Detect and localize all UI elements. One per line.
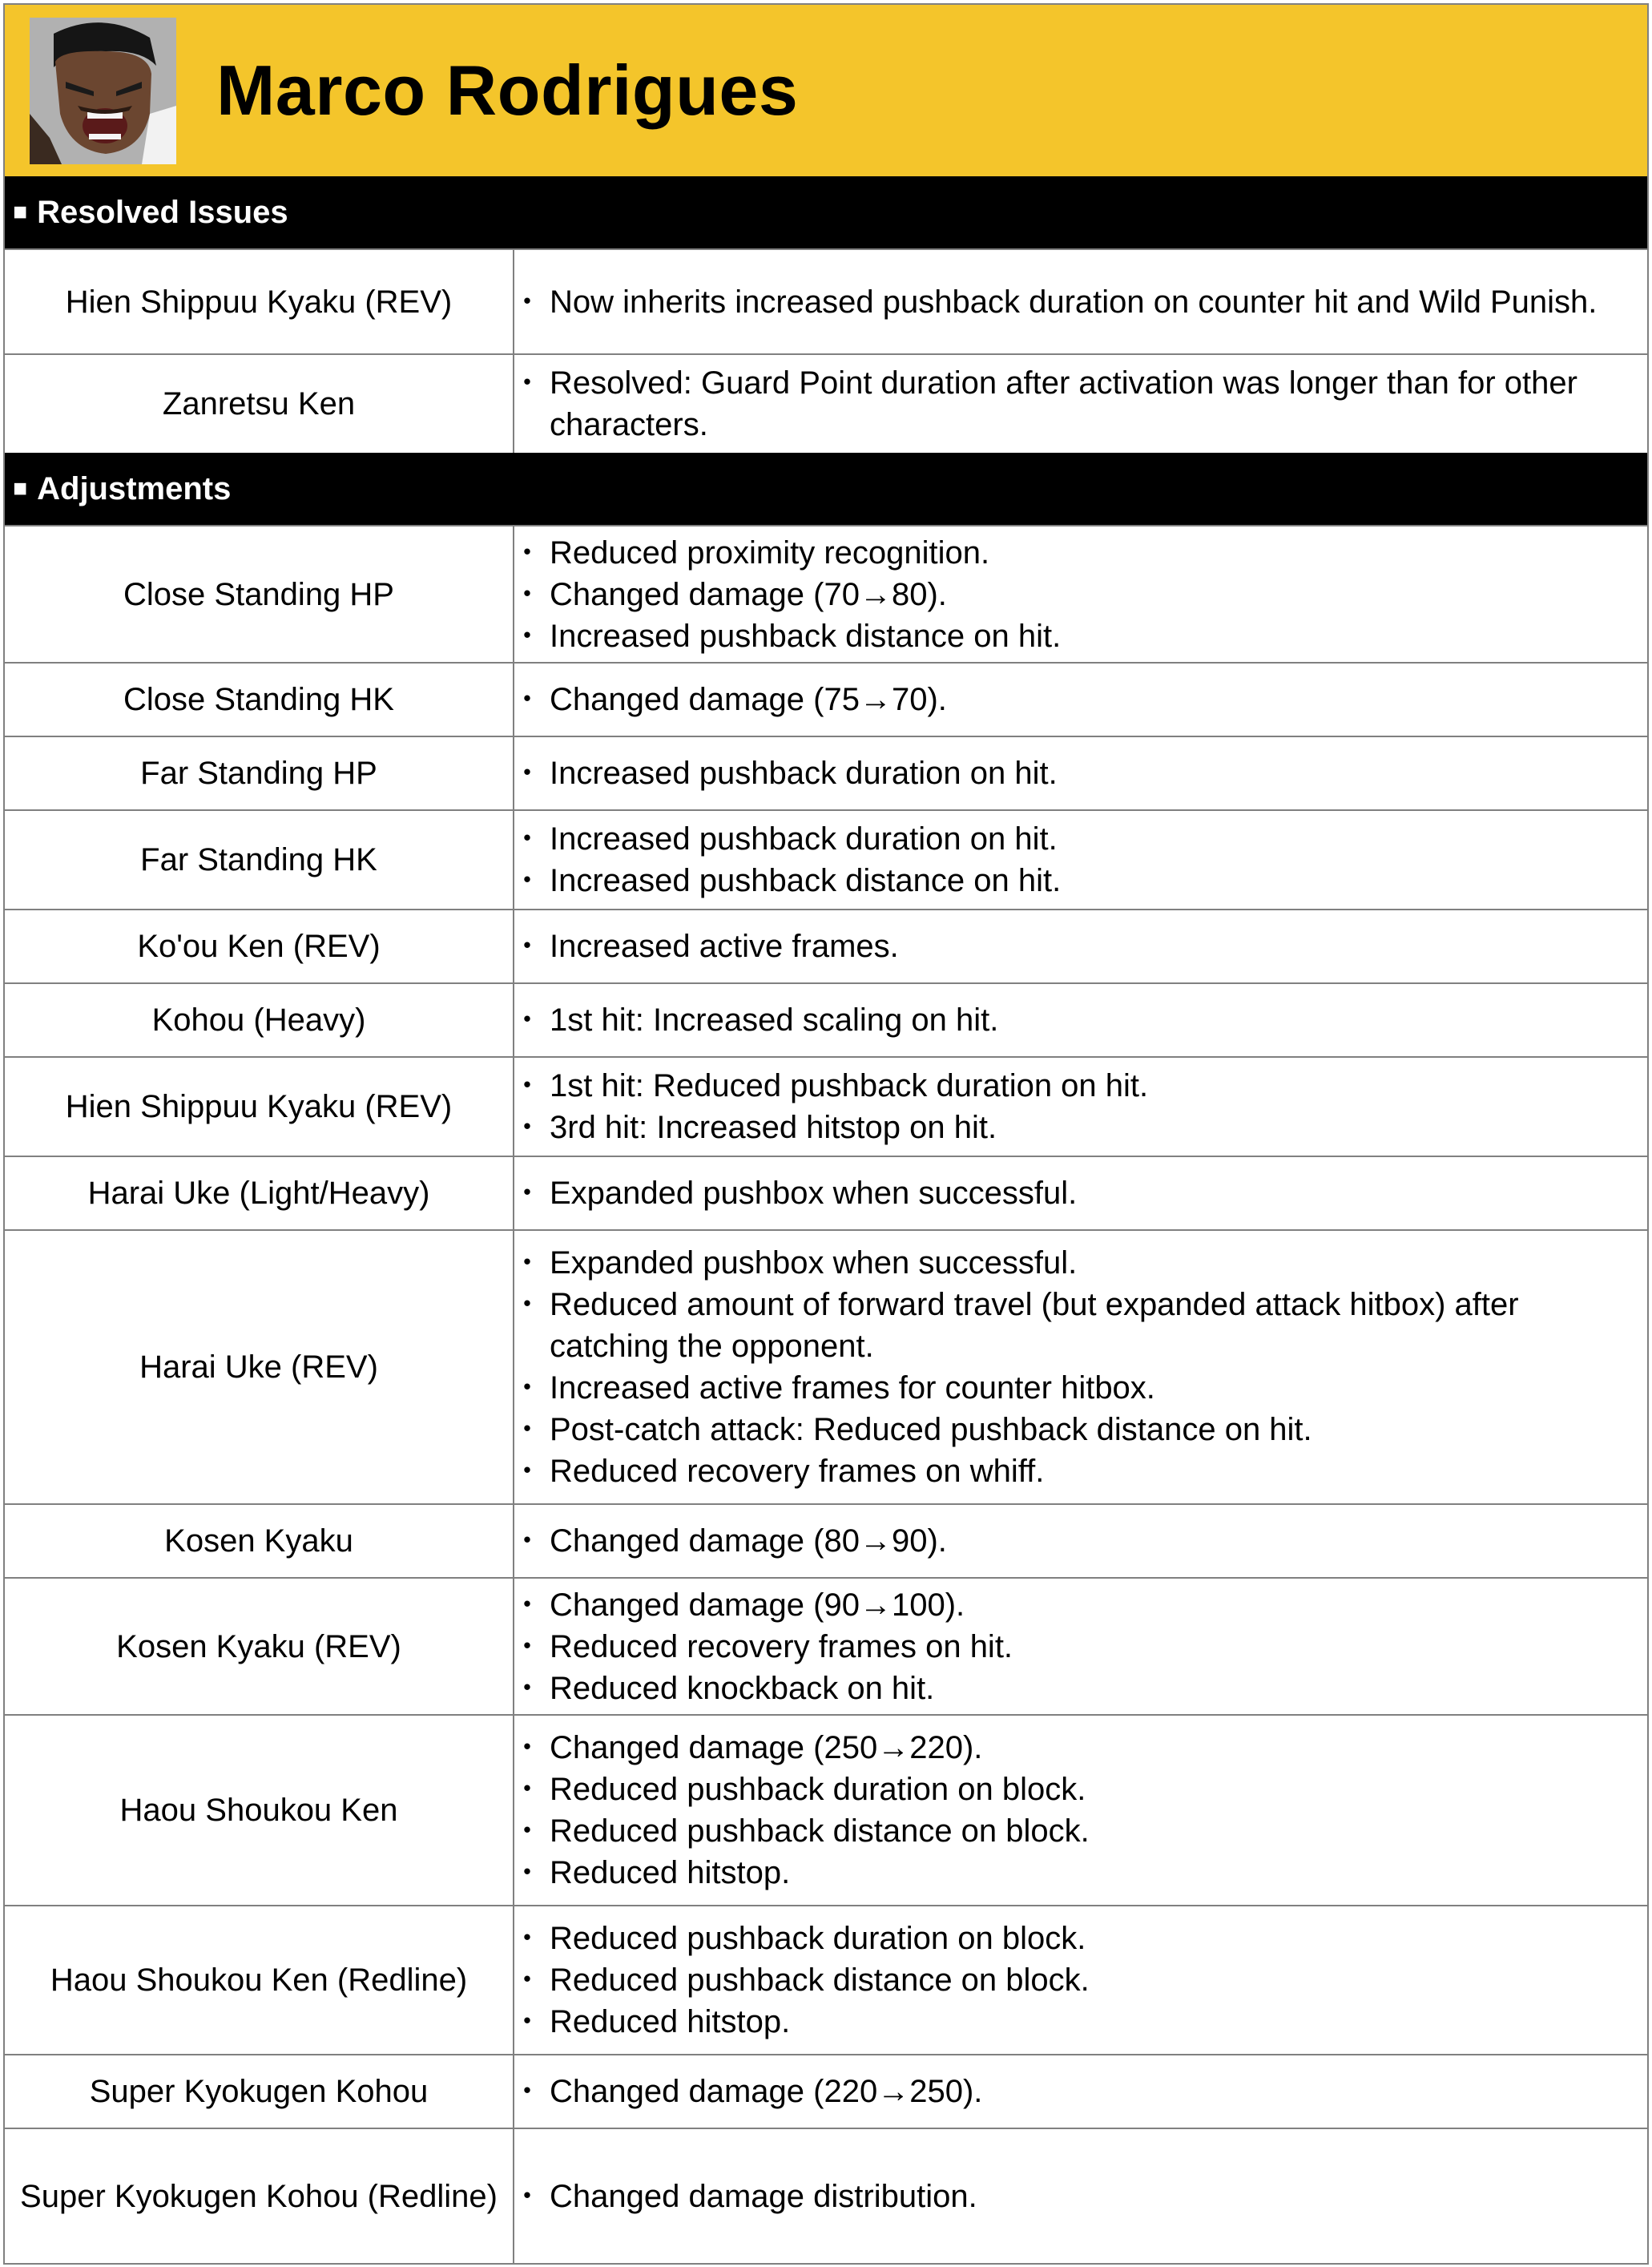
- bullet-dot: ・: [511, 1670, 543, 1706]
- change-list: [511, 1156, 1647, 1230]
- section-header: [5, 453, 1647, 525]
- table-row: [5, 736, 1647, 810]
- change-text: Post-catch attack: Reduced pushback distance on hit.: [550, 1412, 1312, 1447]
- bullet-dot: ・: [511, 1245, 543, 1281]
- change-item: [511, 679, 1633, 720]
- table-row: [5, 526, 1647, 663]
- change-item: [511, 1065, 1633, 1107]
- change-text: Changed damage distribution.: [550, 2178, 977, 2214]
- bullet-dot: ・: [511, 1176, 543, 1211]
- move-name: Haou Shoukou Ken (Redline): [5, 1906, 514, 2055]
- change-text: Reduced recovery frames on whiff.: [550, 1454, 1045, 1489]
- bullet-dot: ・: [511, 1412, 543, 1447]
- change-item: [511, 1450, 1633, 1492]
- change-text: Reduced amount of forward travel (but expanded attack hitbox) after catching the opponent.: [550, 1287, 1519, 1364]
- change-text: Reduced hitstop.: [550, 2004, 791, 2039]
- change-text: 3rd hit: Increased hitstop on hit.: [550, 1110, 997, 1145]
- bullet-dot: ・: [511, 929, 543, 964]
- bullet-dot: ・: [511, 534, 543, 571]
- change-item: [511, 1626, 1633, 1668]
- table-row: [5, 663, 1647, 736]
- table-row: [5, 1504, 1647, 1578]
- change-item: [511, 1668, 1633, 1709]
- bullet-dot: ・: [511, 2178, 543, 2214]
- change-list: [511, 663, 1647, 736]
- change-item: [511, 926, 1633, 967]
- change-text: Reduced recovery frames on hit.: [550, 1628, 1013, 1664]
- bullet-dot: ・: [511, 1287, 543, 1322]
- move-name: Close Standing HP: [5, 526, 514, 663]
- bullet-dot: ・: [511, 1454, 543, 1489]
- bullet-dot: ・: [511, 1730, 543, 1765]
- change-text: Increased active frames.: [550, 929, 899, 964]
- change-list: [511, 810, 1647, 910]
- change-item: [511, 1727, 1633, 1769]
- bullet-dot: ・: [511, 821, 543, 857]
- move-name: Hien Shippuu Kyaku (REV): [5, 1057, 514, 1156]
- change-item: [511, 532, 1633, 574]
- table-row: [5, 810, 1647, 910]
- change-item: [511, 752, 1633, 794]
- change-text: Reduced proximity recognition.: [550, 534, 990, 571]
- table-row: [5, 1156, 1647, 1230]
- changes-table: [5, 248, 1647, 453]
- change-item: [511, 2001, 1633, 2043]
- change-item: [511, 615, 1633, 657]
- section-header: [5, 176, 1647, 248]
- bullet-dot: ・: [511, 1921, 543, 1956]
- move-name: Kosen Kyaku: [5, 1504, 514, 1578]
- move-name: Kohou (Heavy): [5, 983, 514, 1057]
- move-name: Zanretsu Ken: [5, 354, 514, 453]
- change-text: 1st hit: Reduced pushback duration on hit.: [550, 1068, 1149, 1103]
- change-item: [511, 1959, 1633, 2001]
- change-text: Increased pushback duration on hit.: [550, 821, 1058, 857]
- bullet-dot: ・: [511, 365, 543, 401]
- change-item: [511, 281, 1633, 323]
- change-item: [511, 1810, 1633, 1852]
- patch-notes-content: [5, 176, 1647, 2263]
- move-name: Haou Shoukou Ken: [5, 1715, 514, 1906]
- move-name: Ko'ou Ken (REV): [5, 910, 514, 983]
- change-text: Increased active frames for counter hitbox.: [550, 1370, 1155, 1406]
- change-list: [511, 1578, 1647, 1715]
- table-row: [5, 1057, 1647, 1156]
- changes-table: [5, 525, 1647, 2263]
- character-portrait-icon: [30, 18, 176, 164]
- table-row: [5, 1715, 1647, 1906]
- change-item: [511, 818, 1633, 860]
- change-text: Reduced pushback distance on block.: [550, 1962, 1090, 1998]
- change-list: [511, 910, 1647, 983]
- change-item: [511, 2071, 1633, 2112]
- change-item: [511, 1284, 1633, 1367]
- change-item: [511, 1242, 1633, 1284]
- bullet-dot: ・: [511, 1110, 543, 1145]
- table-row: [5, 910, 1647, 983]
- change-list: [511, 526, 1647, 663]
- change-text: Increased pushback distance on hit.: [550, 863, 1062, 898]
- change-text: Changed damage (70→80).: [550, 576, 947, 612]
- bullet-dot: ・: [511, 1002, 543, 1038]
- change-list: [511, 983, 1647, 1057]
- change-text: Reduced pushback duration on block.: [550, 1772, 1086, 1807]
- table-row: [5, 1578, 1647, 1715]
- bullet-dot: ・: [511, 576, 543, 612]
- change-list: [511, 2055, 1647, 2128]
- portrait-art: [30, 18, 176, 164]
- change-text: Changed damage (75→70).: [550, 682, 947, 717]
- square-bullet-icon: ■: [13, 475, 28, 502]
- bullet-dot: ・: [511, 756, 543, 791]
- change-item: [511, 860, 1633, 902]
- bullet-dot: ・: [511, 1813, 543, 1849]
- table-row: [5, 1906, 1647, 2055]
- change-item: [511, 1172, 1633, 1214]
- change-list: [511, 1504, 1647, 1578]
- change-text: Changed damage (250→220).: [550, 1730, 983, 1765]
- section-title: Adjustments: [37, 470, 232, 506]
- change-text: 1st hit: Increased scaling on hit.: [550, 1002, 999, 1038]
- change-list: [511, 1057, 1647, 1156]
- bullet-dot: ・: [511, 1628, 543, 1664]
- table-row: [5, 2055, 1647, 2128]
- change-text: Changed damage (80→90).: [550, 1523, 947, 1559]
- patch-notes-sheet: [3, 3, 1649, 2265]
- bullet-dot: ・: [511, 1587, 543, 1623]
- change-item: [511, 1918, 1633, 1959]
- bullet-dot: ・: [511, 1523, 543, 1559]
- bullet-dot: ・: [511, 1855, 543, 1890]
- table-row: [5, 249, 1647, 354]
- character-header: [5, 3, 1647, 176]
- section-title: Resolved Issues: [37, 194, 288, 230]
- change-list: [511, 1230, 1647, 1504]
- change-text: Changed damage (90→100).: [550, 1587, 965, 1623]
- change-list: [511, 1715, 1647, 1906]
- move-name: Hien Shippuu Kyaku (REV): [5, 249, 514, 354]
- change-text: Increased pushback duration on hit.: [550, 756, 1058, 791]
- change-list: [511, 1906, 1647, 2055]
- change-text: Reduced pushback distance on block.: [550, 1813, 1090, 1849]
- move-name: Kosen Kyaku (REV): [5, 1578, 514, 1715]
- move-name: Super Kyokugen Kohou: [5, 2055, 514, 2128]
- square-bullet-icon: ■: [13, 199, 28, 225]
- change-item: [511, 1520, 1633, 1562]
- change-list: [511, 249, 1647, 354]
- move-name: Harai Uke (Light/Heavy): [5, 1156, 514, 1230]
- bullet-dot: ・: [511, 1962, 543, 1998]
- bullet-dot: ・: [511, 1068, 543, 1103]
- change-text: Reduced pushback duration on block.: [550, 1921, 1086, 1956]
- move-name: Harai Uke (REV): [5, 1230, 514, 1504]
- bullet-dot: ・: [511, 2004, 543, 2039]
- change-text: Now inherits increased pushback duration on counter hit and Wild Punish.: [550, 284, 1598, 320]
- table-row: [5, 354, 1647, 453]
- bullet-dot: ・: [511, 682, 543, 717]
- change-list: [511, 354, 1647, 453]
- change-text: Expanded pushbox when successful.: [550, 1176, 1078, 1211]
- table-row: [5, 983, 1647, 1057]
- bullet-dot: ・: [511, 1772, 543, 1807]
- change-item: [511, 2176, 1633, 2217]
- change-text: Changed damage (220→250).: [550, 2074, 983, 2109]
- change-item: [511, 1584, 1633, 1626]
- change-item: [511, 1367, 1633, 1409]
- character-name-title: Marco Rodrigues: [216, 50, 799, 130]
- change-item: [511, 362, 1633, 446]
- change-text: Resolved: Guard Point duration after activation was longer than for other characters.: [550, 365, 1577, 442]
- change-item: [511, 1409, 1633, 1450]
- bullet-dot: ・: [511, 1370, 543, 1406]
- table-row: [5, 2128, 1647, 2263]
- change-list: [511, 2128, 1647, 2263]
- change-text: Reduced knockback on hit.: [550, 1670, 935, 1706]
- change-text: Expanded pushbox when successful.: [550, 1245, 1078, 1281]
- bullet-dot: ・: [511, 284, 543, 320]
- change-item: [511, 1852, 1633, 1894]
- change-item: [511, 999, 1633, 1041]
- change-item: [511, 1107, 1633, 1148]
- bullet-dot: ・: [511, 2074, 543, 2109]
- change-list: [511, 736, 1647, 810]
- move-name: Super Kyokugen Kohou (Redline): [5, 2128, 514, 2263]
- change-text: Reduced hitstop.: [550, 1855, 791, 1890]
- change-text: Increased pushback distance on hit.: [550, 618, 1062, 654]
- bullet-dot: ・: [511, 863, 543, 898]
- move-name: Close Standing HK: [5, 663, 514, 736]
- move-name: Far Standing HK: [5, 810, 514, 910]
- change-item: [511, 1769, 1633, 1810]
- table-row: [5, 1230, 1647, 1504]
- change-item: [511, 574, 1633, 615]
- bullet-dot: ・: [511, 618, 543, 654]
- move-name: Far Standing HP: [5, 736, 514, 810]
